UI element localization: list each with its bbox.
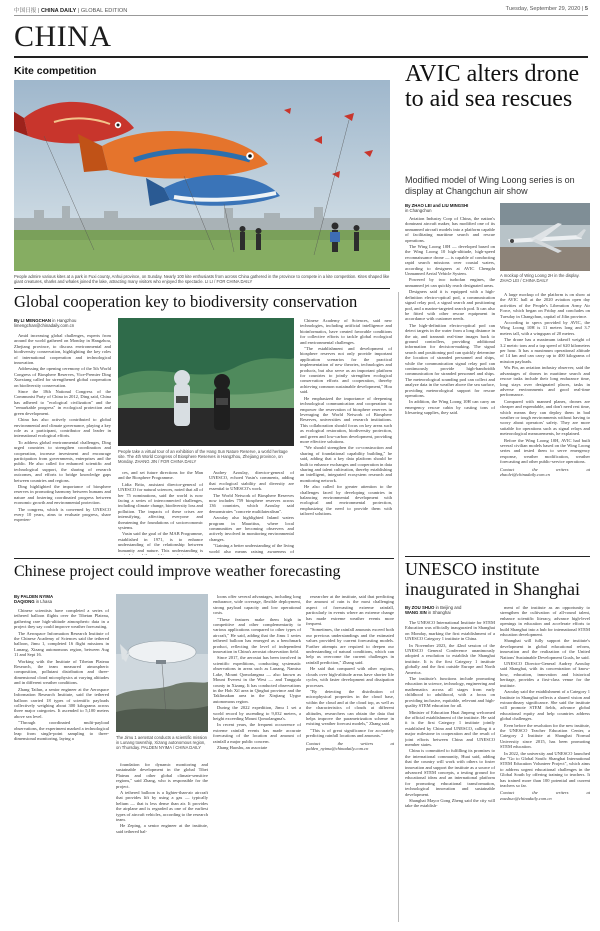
header-chinese-title: 中国日报 bbox=[14, 8, 37, 14]
kite-scene bbox=[14, 80, 390, 271]
divider bbox=[405, 556, 590, 557]
weather-col-3 bbox=[213, 594, 301, 926]
avic-paragraph: Wu Pin, an aviation industry observer, said the advantages of drones in maritime search and rescue tasks include their long endurance time, long stays over designated places, tasks in adverse environments and good real-time performance. bbox=[500, 365, 590, 398]
weather-paragraph: The Aerospace Information Research Institute of the Chinese Academy of Sciences said the tethered balloon, Jimu 1, completed 16 flight missions in Lunang, Xizang autonomous region, between Aug 11 and Sept 16. bbox=[14, 630, 109, 658]
bio-col-2 bbox=[118, 470, 203, 555]
weather-paragraph: During the 2022 expedition, Jimu 1 set a world record by ascending to 9,032 meters, a height exceeding Mount Qomolangma's. bbox=[213, 705, 301, 721]
kite-caption: People admire various kites at a park in Fuxi county, Anhui province, on Sunday. Nearly 100 kite enthusiasts from across China gathered in the province to compete in a kite competition. Kites shaped like giant creatures, sharks and whales joined the lake, attracting many visitors who enjoyed the spectacle. LI LI / FOR CHINA DAILY bbox=[14, 274, 390, 285]
unesco-paragraph: Even before the resolution for the new institute, the UNESCO Teacher Education Center, a Category 2 Institute at Shanghai Normal University since 2015, has been promoting STEM education. bbox=[500, 722, 590, 750]
unesco-paragraph: UNESCO Director-General Audrey Azoulay said Shanghai, with its concentration of know-how, education, innovation and historical heritage, provides a first-class venue for the institute. bbox=[500, 661, 590, 688]
weather-paragraph: Working with the Institute of Tibetan Plateau Research, the team measured atmospheric composition, pollutant distribution and three-dimensional cloud microphysics at varying altitudes and in different weather conditions. bbox=[14, 658, 109, 686]
weather-col-4 bbox=[306, 594, 394, 926]
weather-paragraph: He said that compared with other regions, clouds over high-altitude areas have shorter life cycles, with faster development and dissipation processes. bbox=[306, 666, 394, 688]
bio-paragraph: Addressing the opening ceremony of the 5th World Congress of Biosphere Reserves, Vice-Premier Ding Xuexiang called for strengthened global cooperation on biodiversity conservation. bbox=[14, 366, 111, 388]
page-header bbox=[14, 4, 588, 16]
bio-paragraph: Ding highlighted the importance of biosphere reserves in promoting harmony between humans and nature and fostering coordinated progress between economic growth and environmental protection. bbox=[14, 483, 111, 506]
weather-byline-name-2: DAQIONG bbox=[14, 599, 35, 605]
kite-photo bbox=[14, 80, 390, 271]
unesco-paragraph: The institute's functions include promoting education in science, technology, engineering and mathematics across all stages from early childhood to adulthood, with a focus on providing inclusive, equitable, relevant and high-quality STEM education for all. bbox=[405, 676, 495, 709]
weather-col-2 bbox=[116, 762, 208, 926]
avic-paragraph: The high-definition electro-optical pod can detect targets in the water from a long distance in the air, and transmit real-time images back to ground controllers, providing additional information for decision-making. The signal search and positioning pod can quickly determine the location of stranded personnel and ships, while the communication signal relay pod can continuously provide high-bandwidth communication for stranded personnel and ships. The meteorological sounding pod can collect and analyze data in the weather above the sea surface, providing meteorological support for rescue operations. bbox=[405, 322, 495, 398]
weather-paragraph: He Zeping, a senior engineer at the institute, said tethered bal- bbox=[116, 823, 208, 834]
avic-col-2 bbox=[500, 292, 590, 552]
weather-paragraph: A tethered balloon is a lighter-than-air aircraft that provides lift by using a gas — typically helium — that is less dense than air. It provides the airplane and is regarded as one of the earliest types of aircraft vehicles, according to the research team. bbox=[116, 790, 208, 823]
header-date: Tuesday, September 29, 2020 bbox=[505, 6, 581, 12]
bio-paragraph: He emphasized the importance of deepening technological communication and cooperation to empower the reservation of biosphere reserves in leveraging the World Network of Biosphere Reserves, universities and research institutions. This collaboration should focus on key areas such as ecological restoration, biodiversity protection, and green and low-carbon development, providing more effective solutions. bbox=[300, 395, 392, 444]
avic-drone-photo bbox=[500, 203, 590, 271]
avic-paragraph: In addition, the Wing Loong 10H can carry an emergency rescue cabin by casting tons of lifesaving supplies, they said. bbox=[405, 399, 495, 416]
weather-paragraph: Zhang Haoshu, an associate bbox=[217, 744, 268, 750]
avic-contact: Contact the writers at zhaolei@chinadaily.com.cn bbox=[500, 466, 590, 477]
kite-kicker: Kite competition bbox=[14, 65, 97, 77]
bio-col-3 bbox=[209, 470, 294, 555]
avic-paragraph: A large mockup of the platform is on show at the AVIC hall at the 2020 aviation open day activities of the People's Liberation Army Air Force, which began on Friday and concludes on Tuesday in Changchun, capital of Jilin province. bbox=[500, 292, 590, 319]
unesco-col-2 bbox=[500, 605, 590, 925]
unesco-paragraph: The UNESCO International Institute for STEM Education was officially inaugurated in Shanghai on Monday, marking the first establishment of a UNESCO Category 1 institute in China. bbox=[405, 620, 495, 642]
bio-paragraph: Lidia Brito, assistant director-general of UNESCO for natural sciences, noted that all of her 75 nominations, said the world is now facing a series of interconnected challenges, including climate change, biodiversity loss and pollution. The impacts of these crises are intensifying, affecting everyone and threatening the foundations of socioeconomic systems. bbox=[118, 481, 203, 531]
aerostat-scene bbox=[116, 594, 208, 732]
bio-paragraph: Amid increasing global challenges, experts from around the world gathered on Monday in Hangzhou, Zhejiang province, to discuss environmental and biodiversity conservation, highlighting the key roles of international cooperation and technological innovation. bbox=[14, 333, 111, 366]
unesco-byline-place: in Beijing and bbox=[435, 605, 462, 610]
bio-paragraph: Azoulay also highlighted Inland waters program in Mauritius, where local communities are becoming observers and actively involved in monitoring environmental changes. bbox=[209, 515, 294, 542]
bio-paragraph: To address global environmental challenges, Ding urged countries to strengthen coordination and cooperation, increase investment and encourage participation from governments, enterprises and the public. He also called for enhanced scientific and technological support, the sharing of research outcomes, and efforts to bridge knowledge gaps between countries and regions. bbox=[14, 439, 111, 483]
weather-paragraph: "By detecting the distribution of microphysical properties in the cloud base, within the cloud and at the cloud top, as well as the characteristics of clouds at different altitudes, researchers can obtain the data that helps improve the parametrization scheme in existing weather forecast models," Zhang said. bbox=[306, 688, 394, 727]
bio-paragraph: "We should strengthen the co-construction and sharing of foundational capability building," he said, adding that a key data platform should be built to enhance exchanges and cooperation in data sharing and talent cultivation, thereby establishing an intelligent, integrated ecosystem research and monitoring network. bbox=[300, 445, 392, 483]
unesco-contact: Contact the writers at zoushuo@chinadaily.com.cn bbox=[500, 790, 590, 801]
bio-paragraph: Vasin said the goal of the MAB Programme, established in 1971, is to enhance understanding of the relationship between humanity and nature. This understanding is bbox=[118, 531, 203, 553]
weather-paragraph: foundation for dynamic monitoring and sustainable development in the global Tibet Plateau and other global climate-sensitive regions," said Zhang, who is responsible for the project. bbox=[116, 762, 208, 789]
unesco-col-1 bbox=[405, 620, 495, 925]
header-page-number: 5 bbox=[584, 6, 588, 12]
avic-paragraph: Compared with manned planes, drones are cheaper and expendable, and don't need rest time, which means they can deploy them in bad weather or tough environments without having to worry about operators' safety. They are more suitable for operations such as signal relays and meteorological measurements, he explained. bbox=[500, 398, 590, 437]
unesco-paragraph: Shanghai Mayor Gong Zheng said the city will take the establish- bbox=[405, 798, 495, 809]
weather-paragraph: researcher at the institute, said that predicting the amount of rain is the most challenging aspect of forecasting extreme rainfall, particularly in events where an extreme change has made extreme weather events more frequent. bbox=[306, 594, 394, 627]
header-paper-name: CHINA DAILY bbox=[40, 8, 77, 14]
weather-paragraph: Since 2017, the aerostat has been involved in scientific expeditions, conducting systematic observations in areas such as Lunang, Namtso Lake, Mount Qomolangma — also known as Mount Everest in the West — and Tanggula county in Xizang. It has conducted observations in the Hoh Xil area in Qinghai province and the Taklimakan area in the Xinjiang Uygur autonomous region. bbox=[213, 655, 301, 704]
weather-headline: Chinese project could improve weather forecasting bbox=[14, 563, 341, 580]
unesco-headline: UNESCO institute inaugurated in Shanghai bbox=[405, 559, 580, 599]
weather-paragraph: "Sometimes, the rainfall amounts exceed both our previous understandings and the estimated values provided by current forecasting models. Further attempts are required to deepen our understanding of natural conditions, which can help us overcome the current challenges in rainfall prediction," Zhang said. bbox=[306, 627, 394, 665]
weather-byline bbox=[14, 594, 114, 605]
divider bbox=[14, 288, 390, 289]
unesco-byline bbox=[405, 605, 495, 616]
unesco-byline-name-2: WANG XIN bbox=[405, 610, 427, 616]
bio-paragraph: He also called for greater attention to the challenges faced by developing countries in balancing environmental development with ecological and environmental protection, emphasizing the need to provide them with tailored solutions. bbox=[300, 484, 392, 517]
unesco-paragraph: China is committed to fulfilling its promises to the international community, Huai said, adding that the country will work with others to foster innovation and support the institute as a source of advanced STEM concepts, a testing ground for educational ideas and an international platform for promoting educational transformation, technological innovation and sustainable development. bbox=[405, 748, 495, 797]
bio-col-1 bbox=[14, 333, 111, 555]
weather-paragraph: "This is of great significance for accurately predicting rainfall locations and amounts." bbox=[306, 727, 394, 739]
weather-paragraph: "Through coordinated multi-payload observations, the experiment marked a technological leap from single-point sampling to three-dimensional monitoring, laying a bbox=[14, 720, 109, 742]
weather-paragraph: Zhang Tailun, a senior engineer at the Aerospace Information Research Institute, said the tethered balloon carried 18 types of scientific payloads collectively weighing about 300 kilograms across three major categories. It ascended to 5,100 meters above sea level. bbox=[14, 686, 109, 719]
weather-paragraph: In recent years, the frequent occurrence of extreme rainfall events has made accurate forecasting of the location and amount of rainfall a major public concern. bbox=[213, 722, 301, 744]
bio-col-4 bbox=[300, 318, 392, 555]
avic-paragraph: According to specs provided by AVIC, the Wing Loong 10H is 11 meters long and 3.7 meters tall, with a wingspan of 20 meters. bbox=[500, 320, 590, 336]
weather-byline-place: in Lhasa bbox=[35, 599, 52, 605]
bio-paragraph: Audrey Azoulay, director-general of UNESCO, echoed Vasin's comments, adding that ecological stability and diversity are essential to UNESCO's work. bbox=[209, 470, 294, 492]
avic-paragraph: Aviation Industry Corp of China, the nation's dominant aircraft maker, has modified one of its unmanned aircraft models into a platform capable of facilitating maritime search and rescue operations. bbox=[405, 216, 495, 243]
weather-paragraph: loons offer several advantages, including long endurance, wide coverage, flexible deployment, strong payload capacity and low operational costs. bbox=[213, 594, 301, 616]
avic-caption: A mockup of Wing Loong 2H in the display. ZHAO LEI / CHINA DAILY bbox=[500, 273, 580, 284]
avic-paragraph: The Wing Loong 10H — developed based on the Wing Loong 10 high-altitude, high-speed reconnaissance drone — is capable of conducting rapid search missions over coastal waters, according to designers at AVIC Chengdu Unmanned Aerial Vehicle System. bbox=[405, 244, 495, 277]
avic-byline-name: By ZHAO LEI and LIU MINGSHI bbox=[405, 203, 469, 208]
bio-paragraph: Since the 18th National Congress of the Communist Party of China in 2012, Ding said, China has adhered to "ecological civilization" and the "remarkable progress" in ecological protection and green development. bbox=[14, 389, 111, 416]
weather-caption: The Jimu 1 aerostat conducts a scientific mission in Lunang township, Xizang autonomous region, on Thursday. PALDEN NYIMA / CHINA DAILY bbox=[116, 735, 208, 751]
weather-paragraph: Chinese scientists have completed a series of tethered balloon flights over the Tibetan Plateau, gathering rare high-altitude atmospheric data in a project they say could improve weather forecasting. bbox=[14, 608, 109, 630]
unesco-paragraph: Minister of Education Huai Jinpeng welcomed the official establishment of the institute. He said it is the first Category 1 institute jointly established by China and UNESCO, calling it a major milestone in cooperation and the result of joint efforts between China and UNESCO member states. bbox=[405, 709, 495, 747]
weather-balloon-photo bbox=[116, 594, 208, 732]
avic-subhead: Modified model of Wing Loong series is on display at Changchun air show bbox=[405, 175, 575, 196]
unesco-paragraph: In 2022, the university and UNESCO launched the "Go to Global South: Shanghai International STEM Education Volunteer Project", which aims to address urgent educational challenges in the Global South by offering training to teachers. It has trained more than 100 potential and current teachers so far. bbox=[500, 750, 590, 788]
bio-byline-name: By LI MENGCHAN bbox=[14, 318, 52, 323]
divider bbox=[14, 558, 394, 559]
weather-col-1 bbox=[14, 608, 109, 926]
bio-paragraph: ces, and set future directions for the Man and the Biosphere Programme. bbox=[118, 470, 203, 481]
drone-mockup bbox=[500, 203, 590, 271]
header-right: Tuesday, September 29, 2020 | 5 bbox=[505, 6, 588, 12]
section-title: CHINA bbox=[14, 20, 112, 53]
unesco-paragraph: Azoulay said the establishment of a Category 1 Institute in Shanghai reflects a shared vision and extraordinary significance. She said the institute will promote STEM fields, advance global educational equity and help countries address global challenges. bbox=[500, 689, 590, 722]
column-divider bbox=[398, 292, 399, 922]
weather-paragraph: "These features make them high in competitive and other complementarity to various applications compared to other types of aircraft," He said, adding that the Jimu 1 series tethered balloon has emerged as a benchmark product, reflecting the level of independent innovation in China's aerostat observation field. bbox=[213, 616, 301, 655]
bio-photo bbox=[118, 318, 294, 446]
avic-byline-place: in Changchun bbox=[405, 208, 432, 214]
avic-paragraph: Powered by two turbofan engines, the unmanned jet can quickly reach designated areas. bbox=[405, 277, 495, 288]
weather-byline-name: By PALDEN NYIMA bbox=[14, 594, 54, 599]
bio-paragraph: "The establishment and development of biosphere reserves not only provide important application scenarios for the practical implementation of new theories, technologies and products, but also serve as an important platform for countries to jointly strengthen ecological conservation efforts and cooperation, thereby achieving common sustainable development," Hou said. bbox=[300, 346, 392, 395]
section-rule bbox=[14, 56, 588, 58]
header-left: 中国日报 | CHINA DAILY | GLOBAL EDITION bbox=[14, 8, 128, 14]
unesco-paragraph: In November 2023, the 42nd session of the UNESCO General Conference unanimously adopted a resolution to establish the Shanghai institute. It is the first Category 1 institute globally and the first outside Europe and North America. bbox=[405, 642, 495, 675]
unesco-byline-name: By ZOU SHUO bbox=[405, 605, 435, 610]
avic-paragraph: Before the Wing Loong 10H, AVIC had built several civilian models based on the Wing Loong series and tested them to serve emergency response, weather modification, weather forecasting and other public-service operations. bbox=[500, 437, 590, 465]
bio-paragraph: Chinese Academy of Sciences, said new technologies, including artificial intelligence and bioinformatics, have created favorable conditions for collective efforts to tackle global ecological and environmental challenges. bbox=[300, 318, 392, 345]
avic-byline bbox=[405, 203, 495, 214]
header-edition: GLOBAL EDITION bbox=[80, 8, 128, 14]
bio-paragraph: "Gaining a better understanding of the living world also means raising awareness of bbox=[209, 543, 294, 554]
unesco-paragraph: ment of the institute as an opportunity to strengthen the cultivation of all-round talent, enhance scientific literacy, advance high-level openings in education and accelerate efforts to build Shanghai into a hub for international STEM education development. bbox=[500, 605, 590, 638]
weather-contact: Contact the writers at palden_nyima@chinadaily.com.cn bbox=[306, 740, 394, 751]
exhibition-scene bbox=[118, 318, 294, 446]
bio-byline-place: in Hangzhou bbox=[52, 318, 77, 323]
avic-headline: AVIC alters drone to aid sea rescues bbox=[405, 61, 580, 112]
avic-paragraph: The drone has a maximum takeoff weight of 3.2 metric tons and a top speed of 620 kilometers per hour. It has a maximum operational altitude of 14 km and can carry up to 400 kilograms of mission payloads. bbox=[500, 337, 590, 364]
bio-byline-email: limengchan@chinadaily.com.cn bbox=[14, 323, 75, 329]
avic-paragraph: Designers said it is equipped with a high-definition electro-optical pod, a communication signal relay pod, a signal search and positioning pod, and a marine-targeted search pod. It can also be fitted with other rescue equipment in accordance with customer needs. bbox=[405, 289, 495, 322]
bio-caption: People take a virtual tour of an exhibition of the Hang Sun Nature Reserve, a world heritage site. The 4th World Congress of Biosphere Reserves in Hangzhou, Zhejiang province, on Monday. ZHANG JIN / FOR CHINA DAILY bbox=[118, 449, 288, 465]
bio-headline: Global cooperation key to biodiversity conservation bbox=[14, 292, 358, 311]
bio-paragraph: The congress, which is convened by UNESCO every 10 years, aims to evaluate progress, share experien- bbox=[14, 506, 111, 523]
bio-paragraph: China has also actively contributed to global environmental and climate governance, playing a key role as a participant, contributor and leader in international ecological efforts. bbox=[14, 417, 111, 439]
unesco-paragraph: Shanghai will fully support the institute's development in global educational reform, innovation and the realization of the United Nations' Sustainable Development Goals, he said. bbox=[500, 638, 590, 660]
unesco-byline-place-2: in Shanghai bbox=[427, 610, 451, 616]
bio-paragraph: The World Network of Biosphere Reserves now includes 759 biosphere reserves across 136 countries, which Azoulay said demonstrates "concrete multilateralism". bbox=[209, 492, 294, 514]
bio-byline bbox=[14, 318, 114, 329]
avic-col-1 bbox=[405, 216, 495, 541]
